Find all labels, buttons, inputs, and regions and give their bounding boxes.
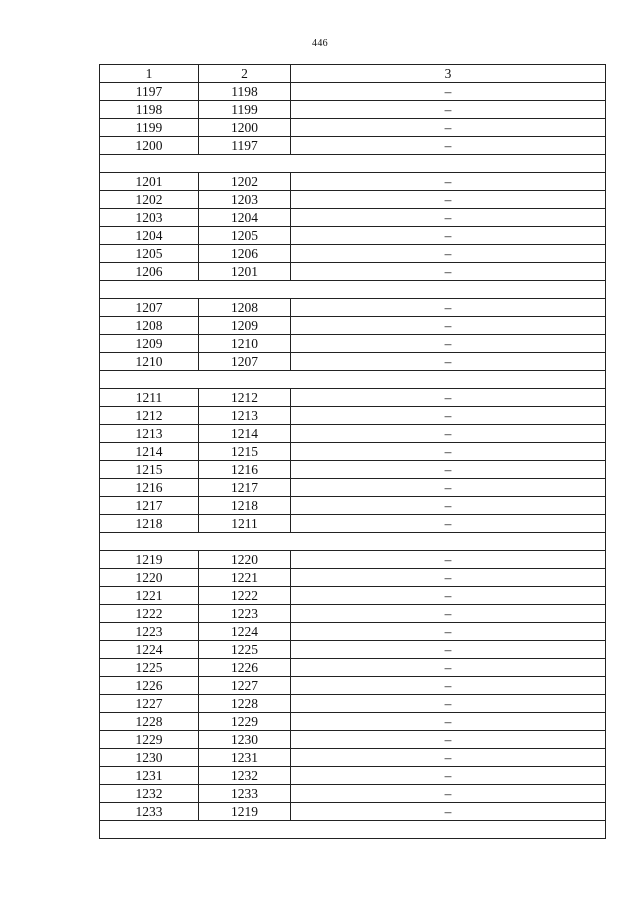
cell-col-2: 1215: [199, 443, 291, 461]
cell-col-2: 1218: [199, 497, 291, 515]
cell-col-1: 1211: [100, 389, 199, 407]
cell-col-2: 1198: [199, 83, 291, 101]
cell-col-2: 1207: [199, 353, 291, 371]
cell-col-2: 1224: [199, 623, 291, 641]
cell-col-2: 1222: [199, 587, 291, 605]
table-row: [100, 641, 606, 659]
table-row: [100, 335, 606, 353]
group-separator-row: [100, 821, 606, 839]
separator-cell: [100, 155, 606, 173]
cell-col-2: 1230: [199, 731, 291, 749]
table-row: [100, 227, 606, 245]
cell-col-2: 1210: [199, 335, 291, 353]
table-row: [100, 515, 606, 533]
table-row: [100, 605, 606, 623]
table-row: [100, 245, 606, 263]
group-separator-row: [100, 281, 606, 299]
column-header-1: 1: [100, 65, 199, 83]
cell-col-2: 1226: [199, 659, 291, 677]
table-row: [100, 353, 606, 371]
cell-col-3: –: [291, 695, 606, 713]
cell-col-1: 1205: [100, 245, 199, 263]
table-row: [100, 191, 606, 209]
cell-col-2: 1231: [199, 749, 291, 767]
group-separator-row: [100, 371, 606, 389]
cell-col-3: –: [291, 785, 606, 803]
cell-col-3: –: [291, 173, 606, 191]
cell-col-3: –: [291, 191, 606, 209]
cell-col-1: 1220: [100, 569, 199, 587]
table-row: [100, 623, 606, 641]
cell-col-2: 1229: [199, 713, 291, 731]
cell-col-1: 1228: [100, 713, 199, 731]
table-row: [100, 587, 606, 605]
cell-col-1: 1223: [100, 623, 199, 641]
cell-col-1: 1200: [100, 137, 199, 155]
cell-col-3: –: [291, 497, 606, 515]
cell-col-1: 1214: [100, 443, 199, 461]
cell-col-3: –: [291, 461, 606, 479]
cell-col-1: 1233: [100, 803, 199, 821]
cell-col-1: 1225: [100, 659, 199, 677]
cell-col-2: 1225: [199, 641, 291, 659]
cell-col-1: 1207: [100, 299, 199, 317]
cell-col-3: –: [291, 479, 606, 497]
page-number: 446: [312, 38, 328, 49]
table-row: [100, 119, 606, 137]
cell-col-2: 1221: [199, 569, 291, 587]
cell-col-3: –: [291, 353, 606, 371]
cell-col-3: –: [291, 587, 606, 605]
table-row: [100, 83, 606, 101]
cell-col-2: 1206: [199, 245, 291, 263]
table-row: [100, 389, 606, 407]
table-row: [100, 425, 606, 443]
cell-col-3: –: [291, 137, 606, 155]
table-row: [100, 803, 606, 821]
column-header-3: 3: [291, 65, 606, 83]
table-row: [100, 407, 606, 425]
cell-col-2: 1214: [199, 425, 291, 443]
cell-col-1: 1219: [100, 551, 199, 569]
cell-col-3: –: [291, 731, 606, 749]
cell-col-2: 1204: [199, 209, 291, 227]
cell-col-2: 1197: [199, 137, 291, 155]
table-row: [100, 137, 606, 155]
cell-col-2: 1220: [199, 551, 291, 569]
separator-cell: [100, 821, 606, 839]
cell-col-3: –: [291, 83, 606, 101]
table-row: [100, 551, 606, 569]
table-row: [100, 497, 606, 515]
cell-col-1: 1206: [100, 263, 199, 281]
cell-col-3: –: [291, 659, 606, 677]
cell-col-1: 1230: [100, 749, 199, 767]
cell-col-2: 1213: [199, 407, 291, 425]
table-row: [100, 299, 606, 317]
table-row: [100, 461, 606, 479]
table-row: [100, 173, 606, 191]
table-row: [100, 317, 606, 335]
cell-col-1: 1209: [100, 335, 199, 353]
table-row: [100, 785, 606, 803]
table-body: [100, 83, 606, 839]
cell-col-2: 1203: [199, 191, 291, 209]
cell-col-1: 1197: [100, 83, 199, 101]
table-row: [100, 731, 606, 749]
cell-col-3: –: [291, 749, 606, 767]
cell-col-1: 1226: [100, 677, 199, 695]
table-row: [100, 479, 606, 497]
cell-col-1: 1216: [100, 479, 199, 497]
separator-cell: [100, 281, 606, 299]
cell-col-2: 1219: [199, 803, 291, 821]
cell-col-3: –: [291, 551, 606, 569]
cell-col-1: 1229: [100, 731, 199, 749]
cell-col-2: 1202: [199, 173, 291, 191]
table-row: [100, 101, 606, 119]
table-header-row: [100, 65, 606, 83]
cell-col-3: –: [291, 389, 606, 407]
cell-col-1: 1232: [100, 785, 199, 803]
cell-col-3: –: [291, 317, 606, 335]
cell-col-3: –: [291, 407, 606, 425]
cell-col-3: –: [291, 425, 606, 443]
table-row: [100, 569, 606, 587]
cell-col-1: 1202: [100, 191, 199, 209]
cell-col-2: 1227: [199, 677, 291, 695]
cell-col-1: 1217: [100, 497, 199, 515]
cell-col-1: 1215: [100, 461, 199, 479]
cell-col-3: –: [291, 713, 606, 731]
cell-col-1: 1221: [100, 587, 199, 605]
table-row: [100, 749, 606, 767]
cell-col-2: 1228: [199, 695, 291, 713]
cell-col-2: 1223: [199, 605, 291, 623]
cell-col-1: 1218: [100, 515, 199, 533]
table-row: [100, 443, 606, 461]
cell-col-3: –: [291, 299, 606, 317]
cell-col-2: 1200: [199, 119, 291, 137]
table-row: [100, 263, 606, 281]
cell-col-3: –: [291, 227, 606, 245]
group-separator-row: [100, 533, 606, 551]
cell-col-1: 1201: [100, 173, 199, 191]
cell-col-2: 1217: [199, 479, 291, 497]
cell-col-3: –: [291, 263, 606, 281]
cell-col-1: 1199: [100, 119, 199, 137]
cell-col-2: 1233: [199, 785, 291, 803]
table-row: [100, 209, 606, 227]
cell-col-3: –: [291, 677, 606, 695]
cell-col-3: –: [291, 641, 606, 659]
cell-col-2: 1232: [199, 767, 291, 785]
cell-col-3: –: [291, 605, 606, 623]
column-header-2: 2: [199, 65, 291, 83]
group-separator-row: [100, 155, 606, 173]
table-row: [100, 695, 606, 713]
table-row: [100, 767, 606, 785]
cell-col-2: 1208: [199, 299, 291, 317]
cell-col-1: 1224: [100, 641, 199, 659]
cell-col-2: 1205: [199, 227, 291, 245]
cell-col-1: 1213: [100, 425, 199, 443]
cell-col-1: 1198: [100, 101, 199, 119]
cell-col-1: 1212: [100, 407, 199, 425]
cell-col-3: –: [291, 101, 606, 119]
separator-cell: [100, 533, 606, 551]
cell-col-3: –: [291, 623, 606, 641]
cell-col-3: –: [291, 335, 606, 353]
cell-col-2: 1199: [199, 101, 291, 119]
cell-col-2: 1211: [199, 515, 291, 533]
cell-col-2: 1209: [199, 317, 291, 335]
cell-col-1: 1203: [100, 209, 199, 227]
cell-col-1: 1204: [100, 227, 199, 245]
cell-col-2: 1212: [199, 389, 291, 407]
cell-col-3: –: [291, 569, 606, 587]
cell-col-1: 1208: [100, 317, 199, 335]
cell-col-3: –: [291, 209, 606, 227]
cell-col-3: –: [291, 245, 606, 263]
cell-col-3: –: [291, 515, 606, 533]
separator-cell: [100, 371, 606, 389]
cell-col-3: –: [291, 803, 606, 821]
data-table: [99, 64, 606, 839]
cell-col-1: 1210: [100, 353, 199, 371]
cell-col-1: 1227: [100, 695, 199, 713]
cell-col-1: 1231: [100, 767, 199, 785]
table-row: [100, 713, 606, 731]
cell-col-2: 1201: [199, 263, 291, 281]
cell-col-3: –: [291, 119, 606, 137]
cell-col-1: 1222: [100, 605, 199, 623]
cell-col-2: 1216: [199, 461, 291, 479]
table-row: [100, 677, 606, 695]
cell-col-3: –: [291, 443, 606, 461]
cell-col-3: –: [291, 767, 606, 785]
table-row: [100, 659, 606, 677]
